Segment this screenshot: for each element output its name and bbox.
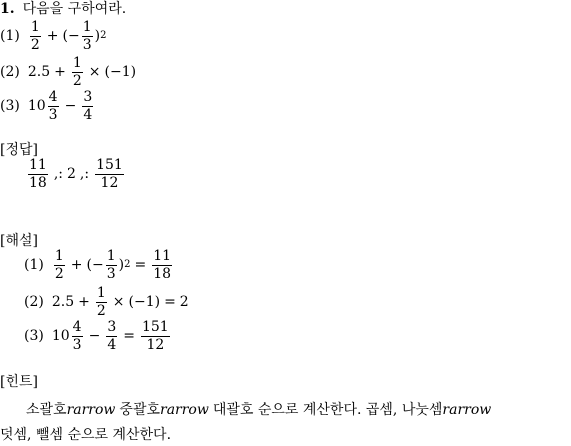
solution-item-1: (1) $\frac{1}{2}$ + (− $\frac{1}{3}$ ) 2 = $\frac{11}{18}$ bbox=[24, 248, 172, 282]
numerator: 1 bbox=[30, 19, 40, 35]
fraction bbox=[95, 158, 124, 190]
decimal-term: 2.5 bbox=[51, 294, 75, 311]
problem-header bbox=[0, 2, 126, 16]
denominator: 3 bbox=[72, 336, 82, 353]
fraction bbox=[82, 20, 93, 52]
answer-line bbox=[26, 158, 126, 190]
denominator: 12 bbox=[146, 336, 165, 353]
fraction bbox=[54, 249, 65, 281]
equals-sign: = bbox=[164, 294, 176, 311]
solution-item-2 bbox=[24, 286, 189, 318]
close-paren: ) bbox=[118, 257, 125, 274]
plus-sign: + bbox=[46, 28, 59, 45]
hint-heading: [힌트] bbox=[0, 374, 38, 390]
plus-sign: + bbox=[78, 294, 90, 311]
tail-term: (−1) bbox=[128, 294, 161, 311]
item-label: (1) bbox=[0, 28, 20, 45]
fraction bbox=[72, 56, 83, 88]
fraction bbox=[72, 320, 83, 352]
denominator: 18 bbox=[29, 174, 47, 191]
denominator: 2 bbox=[72, 72, 82, 89]
problem-item-2 bbox=[0, 56, 136, 88]
tail-term: (−1) bbox=[104, 64, 137, 81]
problem-instruction: 다음을 구하여라. bbox=[22, 1, 127, 17]
solution-item-3 bbox=[24, 320, 172, 352]
result: 2 bbox=[179, 294, 189, 311]
decimal-term: 2.5 bbox=[27, 64, 51, 81]
denominator: 4 bbox=[83, 106, 93, 123]
open-paren: (− bbox=[86, 257, 104, 274]
numerator: 1 bbox=[54, 248, 64, 264]
separator: ,: bbox=[79, 166, 90, 183]
minus-sign: − bbox=[88, 328, 101, 345]
separator: ,: bbox=[53, 166, 63, 183]
minus-sign: − bbox=[64, 98, 77, 115]
mixed-whole: 10 bbox=[27, 98, 46, 115]
times-sign: × bbox=[88, 64, 101, 81]
numerator: 3 bbox=[107, 319, 117, 335]
plus-sign: + bbox=[70, 257, 83, 274]
numerator: 4 bbox=[48, 89, 58, 105]
hint-text: 중괄호 bbox=[119, 402, 160, 418]
open-paren: (− bbox=[62, 28, 80, 45]
numerator: 11 bbox=[29, 157, 47, 173]
item-label: (3) bbox=[0, 98, 20, 115]
numerator: 1 bbox=[106, 248, 116, 264]
hint-text: 소괄호 bbox=[26, 402, 67, 418]
numerator: 3 bbox=[83, 89, 93, 105]
close-paren: ) bbox=[94, 28, 101, 45]
denominator: 4 bbox=[107, 336, 117, 353]
fraction bbox=[141, 320, 170, 352]
denominator: 12 bbox=[100, 174, 119, 191]
item-label: (3) bbox=[24, 328, 44, 345]
times-sign: × bbox=[112, 294, 125, 311]
fraction bbox=[152, 249, 172, 281]
denominator: 3 bbox=[106, 265, 116, 282]
numerator: 4 bbox=[72, 319, 82, 335]
problem-item-1: (1) $\frac{1}{2}$ + (− $\frac{1}{3}$ ) 2 bbox=[0, 19, 107, 53]
numerator: 151 bbox=[96, 157, 123, 173]
middle-answer: 2 bbox=[67, 166, 76, 183]
equals-sign: = bbox=[134, 257, 147, 274]
equals-sign: = bbox=[123, 328, 135, 345]
fraction bbox=[106, 320, 117, 352]
hint-arrow-text: rarrow bbox=[442, 402, 492, 418]
fraction bbox=[30, 20, 41, 52]
numerator: 1 bbox=[96, 285, 106, 301]
hint-arrow-text: rarrow bbox=[160, 402, 209, 418]
hint-line-1 bbox=[26, 403, 491, 417]
fraction bbox=[96, 286, 107, 318]
denominator: 2 bbox=[30, 36, 40, 53]
answer-heading: [정답] bbox=[0, 142, 38, 158]
item-label: (2) bbox=[24, 294, 44, 311]
denominator: 3 bbox=[82, 36, 92, 53]
denominator: 3 bbox=[48, 106, 58, 123]
item-label: (2) bbox=[0, 64, 20, 81]
denominator: 2 bbox=[54, 265, 64, 282]
numerator: 11 bbox=[153, 248, 172, 264]
problem-item-3 bbox=[0, 90, 95, 122]
fraction bbox=[28, 158, 48, 190]
denominator: 2 bbox=[96, 302, 106, 319]
fraction bbox=[82, 90, 93, 122]
mixed-whole: 10 bbox=[51, 328, 70, 345]
hint-line-2: 덧셈, 뺄셈 순으로 계산한다. bbox=[0, 427, 172, 443]
fraction bbox=[106, 249, 117, 281]
problem-number: 1. bbox=[0, 1, 15, 17]
numerator: 1 bbox=[72, 55, 82, 71]
fraction bbox=[48, 90, 59, 122]
hint-arrow-text: rarrow bbox=[66, 402, 116, 418]
denominator: 18 bbox=[153, 265, 172, 282]
hint-text: 대괄호 순으로 계산한다. 곱셈, 나눗셈 bbox=[212, 402, 443, 418]
numerator: 1 bbox=[82, 19, 92, 35]
solution-heading: [해설] bbox=[0, 233, 38, 249]
numerator: 151 bbox=[141, 319, 169, 335]
plus-sign: + bbox=[54, 64, 66, 81]
item-label: (1) bbox=[24, 257, 44, 274]
